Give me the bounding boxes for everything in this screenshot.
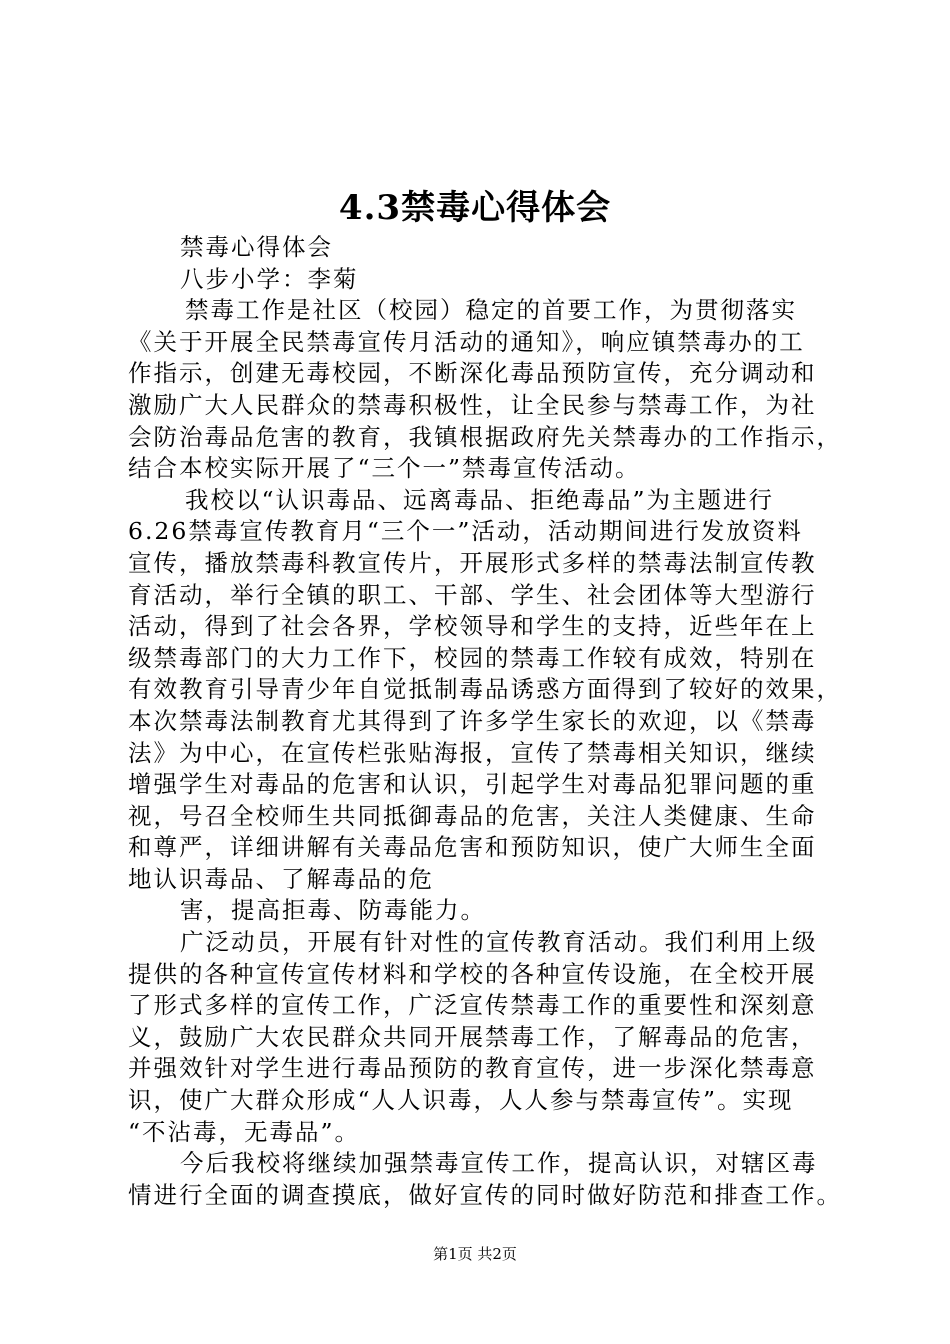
text-line: 作指示，创建无毒校园，不断深化毒品预防宣传，充分调动和 xyxy=(128,359,817,388)
text-line: 八步小学：李菊 xyxy=(180,264,359,293)
document-body xyxy=(128,232,842,1211)
text-line: “不沾毒，无毒品”。 xyxy=(128,1117,361,1146)
text-line: 义，鼓励广大农民群众共同开展禁毒工作，了解毒品的危害， xyxy=(128,1022,817,1051)
text-line: 本次禁毒法制教育尤其得到了许多学生家长的欢迎，以《禁毒 xyxy=(128,706,817,735)
text-line: 结合本校实际开展了“三个一”禁毒宣传活动。 xyxy=(128,454,641,483)
text-line: 《关于开展全民禁毒宣传月活动的通知》，响应镇禁毒办的工 xyxy=(128,327,805,356)
document-title: 4.3禁毒心得体会 xyxy=(338,188,612,228)
text-line: 增强学生对毒品的危害和认识，引起学生对毒品犯罪问题的重 xyxy=(128,770,817,799)
text-line: 今后我校将继续加强禁毒宣传工作，提高认识，对辖区毒 xyxy=(180,1149,818,1178)
text-line: 活动，得到了社会各界，学校领导和学生的支持，近些年在上 xyxy=(128,612,817,641)
text-line: 育活动，举行全镇的职工、干部、学生、社会团体等大型游行 xyxy=(128,580,817,609)
text-line: 级禁毒部门的大力工作下，校园的禁毒工作较有成效，特别在 xyxy=(128,643,817,672)
text-line: 了形式多样的宣传工作，广泛宣传禁毒工作的重要性和深刻意 xyxy=(128,991,817,1020)
text-line: 6.26禁毒宣传教育月“三个一”活动，活动期间进行发放资料 xyxy=(128,517,803,546)
text-line: 宣传，播放禁毒科教宣传片，开展形式多样的禁毒法制宣传教 xyxy=(128,548,817,577)
text-line: 地认识毒品、了解毒品的危 xyxy=(128,864,434,893)
text-line: 视，号召全校师生共同抵御毒品的危害，关注人类健康、生命 xyxy=(128,801,817,830)
text-line: 提供的各种宣传宣传材料和学校的各种宣传设施，在全校开展 xyxy=(128,959,817,988)
text-line: 有效教育引导青少年自觉抵制毒品诱惑方面得到了较好的效果， xyxy=(128,675,842,704)
text-line: 会防治毒品危害的教育，我镇根据政府先关禁毒办的工作指示， xyxy=(128,422,842,451)
text-line: 法》为中心，在宣传栏张贴海报，宣传了禁毒相关知识，继续 xyxy=(128,738,817,767)
text-line: 并强效针对学生进行毒品预防的教育宣传，进一步深化禁毒意 xyxy=(128,1054,817,1083)
page-footer: 第1页 共2页 xyxy=(433,1245,517,1263)
text-line: 禁毒工作是社区（校园）稳定的首要工作，为贯彻落实 xyxy=(185,296,797,325)
text-line: 激励广大人民群众的禁毒积极性，让全民参与禁毒工作，为社 xyxy=(128,390,817,419)
text-line: 和尊严，详细讲解有关毒品危害和预防知识，使广大师生全面 xyxy=(128,833,817,862)
text-line: 我校以“认识毒品、远离毒品、拒绝毒品”为主题进行 xyxy=(185,485,775,514)
text-line: 害，提高拒毒、防毒能力。 xyxy=(180,896,486,925)
text-line: 识，使广大群众形成“人人识毒，人人参与禁毒宣传”。实现 xyxy=(128,1086,794,1115)
text-line: 广泛动员，开展有针对性的宣传教育活动。我们利用上级 xyxy=(180,928,818,957)
text-line: 禁毒心得体会 xyxy=(180,233,333,261)
text-line: 情进行全面的调查摸底，做好宣传的同时做好防范和排查工作。 xyxy=(128,1180,842,1209)
